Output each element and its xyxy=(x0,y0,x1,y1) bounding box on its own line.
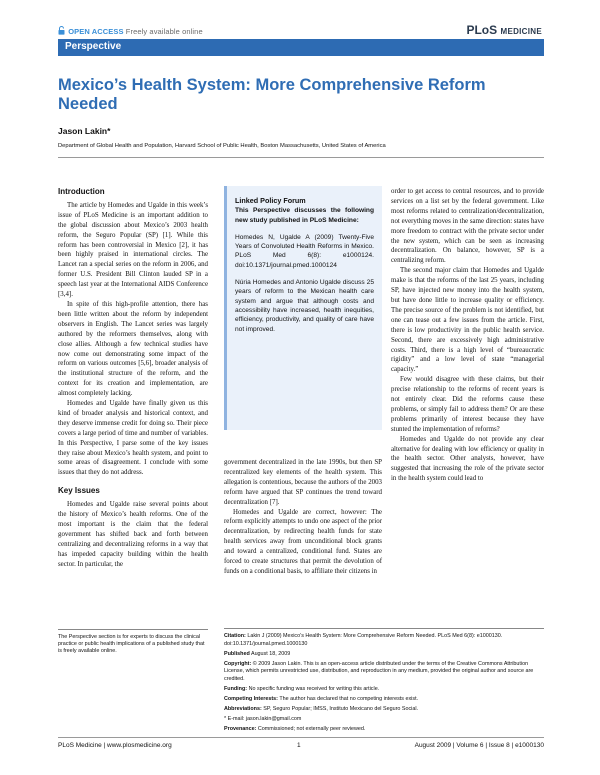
body-paragraph: government decentralized in the late 1990s, but then SP recentralized key elements of the health system. This allegation is contentious, because the authors of the 2003 reform have argued that SP continues the trend toward decentralization [7]. xyxy=(224,459,382,506)
linked-box-summary: Núria Homedes and Antonio Ugalde discuss 25 years of reform to the Mexican health care system and argue that although costs and accessibility have increased, health inequities, efficiency, productivity, and quality of care have not improved. xyxy=(235,279,374,333)
column-middle xyxy=(224,458,382,577)
header-divider xyxy=(58,157,544,158)
body-paragraph: Few would disagree with these claims, but their precise relationship to the reforms of recent years is not entirely clear. Did the reforms cause these problems, or simply fail to address them? Or are these problems primarily of interest because they have stunted the implementation of reforms? xyxy=(391,376,544,433)
abbreviations-line: Abbreviations: SP, Seguro Popular; IMSS, Instituto Mexicano del Seguro Social. xyxy=(224,706,419,713)
email-line[interactable]: * E-mail: jason.lakin@gmail.com xyxy=(224,716,302,723)
linked-box-intro: This Perspective discusses the following new study published in PLoS Medicine: xyxy=(235,207,374,224)
funding-line: Funding: No specific funding was received for writing this article. xyxy=(224,686,380,693)
open-lock-icon xyxy=(58,26,65,37)
author-affiliation: Department of Global Health and Population, Harvard School of Public Health, Boston Massachusetts, United States of America xyxy=(58,143,386,149)
copyright-line: Copyright: © 2009 Jason Lakin. This is an open-access article distributed under the terms of the Creative Commons Attribution License, which permits unrestricted use, distribution, and reproduction in any medium, provided the original author and source are credited. xyxy=(224,660,534,682)
logo-plos: PLoS xyxy=(466,23,498,37)
intro-paragraph: The article by Homedes and Ugalde in this week’s issue of PLoS Medicine is an important addition to the global discussion about Mexico’s 2003 health reform, the Seguro Popular (SP) [1]. While this reform has been controversial in Mexico [2], it has been highly praised in international circles. The Lancet ran a special series on the reform in 2006, and former U.S. President Bill Clinton lauded SP in a speech last year at the International AIDS Conference [3,4]. xyxy=(58,201,208,299)
footer-divider xyxy=(58,737,544,738)
key-issues-paragraph: Homedes and Ugalde raise several points about the history of Mexico’s health reforms. One of the most important is the claim that the federal government has shifted back and forth between centralizing and decentralizing reforms in a way that has impeded capacity building within the health sector. In particular, the xyxy=(58,501,208,568)
freely-available-label: Freely available online xyxy=(125,27,203,36)
body-paragraph: The second major claim that Homedes and Ugalde make is that the reforms of the last 25 years, including SP, have injected new money into the health system, but have done little to increase quality or efficiency. The precise source of the problem is not identified, but one can tease out a few issues from the article. First, there is low productivity in the public health service. Second, there are excessively high administrative costs. Third, there is a high level of “bureaucratic rigidity” and a low level of state “managerial capacity.” xyxy=(391,267,544,374)
linked-box-citation[interactable]: Homedes N, Ugalde A (2009) Twenty-Five Years of Convoluted Health Reforms in Mexico. PLoS Med 6(8): e1000124. doi:10.1371/journal.pmed.1000124 xyxy=(235,233,374,269)
body-paragraph: Homedes and Ugalde do not provide any clear alternative for dealing with low efficiency or quality in the health sector. Other analysts, however, have suggested that increasing the role of the private sector in the health system could lead to xyxy=(391,435,544,483)
column-right xyxy=(391,187,544,484)
open-access-label: OPEN ACCESS xyxy=(68,27,124,36)
linked-policy-forum-box xyxy=(224,186,382,430)
open-access-banner xyxy=(58,26,203,37)
author-name: Jason Lakin* xyxy=(58,126,111,136)
linked-box-heading: Linked Policy Forum xyxy=(235,196,306,205)
article-info xyxy=(224,628,544,737)
body-paragraph: Homedes and Ugalde are correct, however: The reform explicitly attempts to undo one aspect of the prior decentralization, by redirecting health funds for state health services away from unconditional block grants and toward a centralized, conditional fund. States are forced to create structures that permit the devolution of funds on a conditional basis, to affiliate their citizens in xyxy=(224,508,382,575)
footer-journal[interactable]: PLoS Medicine | www.plosmedicine.org xyxy=(58,742,172,749)
section-label: Perspective xyxy=(65,41,122,52)
competing-interests-line: Competing Interests: The author has declared that no competing interests exist. xyxy=(224,696,419,703)
citation-line: Citation: Lakin J (2009) Mexico’s Health System: More Comprehensive Reform Needed. PLoS Med 6(8): e1000130. doi:10.1371/journal.pmed.1000130 xyxy=(224,633,503,647)
column-left xyxy=(58,187,208,570)
intro-paragraph: Homedes and Ugalde have finally given us this kind of broader analysis and historical context, and they deserve immense credit for doing so. Their piece covers a large period of time and number of variables. In this Perspective, I parse some of the key issues they raise about Mexico’s health system, and point to some areas of disagreement. I conclude with some issues that they do not address. xyxy=(58,400,208,477)
journal-logo xyxy=(466,23,542,37)
body-paragraph: order to get access to central resources, and to provide services on a list set by the federal government. Like most reforms related to centralization/decentralization, not everything moves in the same direction: states have more freedom to contract with the private sector under the new system, which can be seen as increasing decentralization. On balance, however, SP is a centralizing reform. xyxy=(391,188,544,265)
intro-paragraph: In spite of this high-profile attention, there has been little written about the reform by independent observers in English. The Lancet series was largely authored by the reformers themselves, along with close allies. Although a few technical studies have now come out demonstrating some impact of the reform on various outcomes [5,6], broader analysis of the institutional structure of the reform, and the context for its creation and implementation, are almost completely lacking. xyxy=(58,300,208,398)
provenance-line: Provenance: Commissioned; not externally peer reviewed. xyxy=(224,726,366,733)
article-title: Mexico’s Health System: More Comprehensive Reform Needed xyxy=(58,76,486,113)
key-issues-heading: Key Issues xyxy=(58,486,100,496)
perspective-note: The Perspective section is for experts to discuss the clinical practice or public health implications of a published study that is freely available online. xyxy=(58,629,208,655)
footer-issue: August 2009 | Volume 6 | Issue 8 | e1000130 xyxy=(414,742,544,749)
footer-page-number: 1 xyxy=(297,742,301,749)
section-bar xyxy=(58,39,544,56)
logo-medicine: MEDICINE xyxy=(500,27,542,36)
introduction-heading: Introduction xyxy=(58,187,105,196)
published-line: Published August 18, 2009 xyxy=(224,650,291,657)
